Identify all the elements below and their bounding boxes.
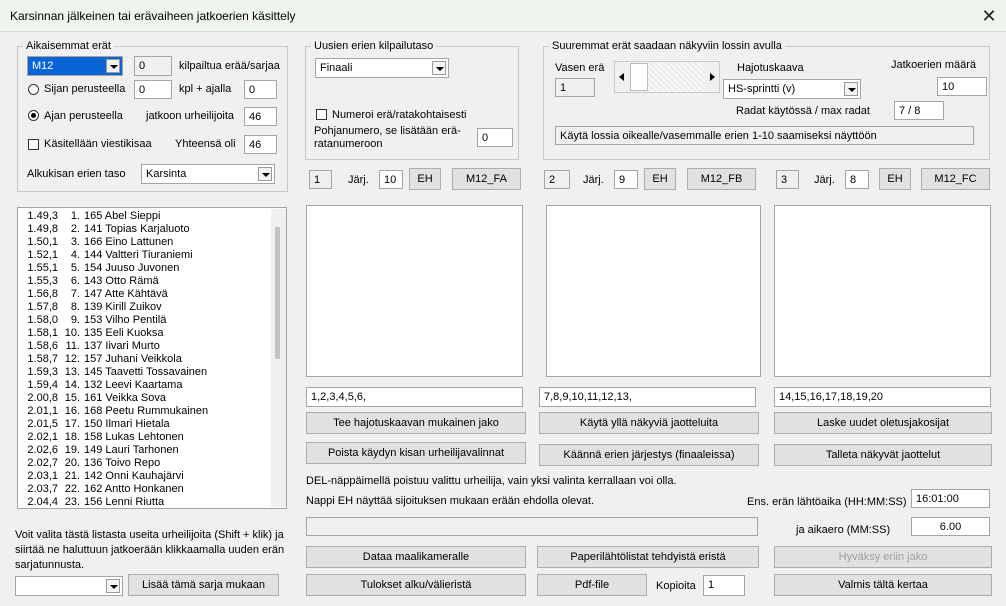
heat-1-number: 1: [309, 170, 332, 189]
chevron-down-icon[interactable]: [258, 167, 272, 181]
series-select[interactable]: [27, 56, 123, 76]
new-heats-legend: Uusien erien kilpailutaso: [311, 40, 436, 52]
athlete-rank: 22.: [64, 483, 80, 495]
athlete-list-item[interactable]: [26, 353, 276, 366]
athlete-time: 1.56,8: [27, 288, 58, 300]
heat-3-series-button[interactable]: M12_FC: [921, 168, 990, 190]
athlete-name: 143 Otto Rämä: [84, 275, 159, 287]
athlete-list-item[interactable]: [26, 470, 276, 483]
athlete-list-item[interactable]: [26, 496, 276, 509]
athlete-name: 168 Peetu Rummukainen: [84, 405, 209, 417]
athlete-list-item[interactable]: [26, 301, 276, 314]
athlete-time: 1.57,8: [27, 301, 58, 313]
window-title: Karsinnan jälkeinen tai erävaiheen jatkoerien käsittely: [10, 9, 296, 23]
athlete-rank: 13.: [64, 366, 80, 378]
athlete-name: 137 Iivari Murto: [84, 340, 160, 352]
athlete-list-item[interactable]: [26, 366, 276, 379]
status-field: [306, 517, 758, 536]
athlete-list-item[interactable]: [26, 314, 276, 327]
heat-3-listbox[interactable]: [774, 205, 991, 377]
athlete-name: 149 Lauri Tarhonen: [84, 444, 179, 456]
lanes-label: Radat käytössä / max radat: [736, 105, 870, 117]
athlete-list-item[interactable]: [26, 210, 276, 223]
athlete-rank: 9.: [70, 314, 80, 326]
athlete-rank: 15.: [64, 392, 80, 404]
athlete-rank: 1.: [70, 210, 80, 222]
athlete-name: 166 Eino Lattunen: [84, 236, 174, 248]
add-series-select[interactable]: [15, 576, 123, 596]
by-time-radio[interactable]: [28, 110, 39, 121]
athlete-list-scroll-thumb[interactable]: [275, 227, 280, 359]
kpl-input[interactable]: 0: [244, 80, 277, 99]
athlete-list-item[interactable]: [26, 223, 276, 236]
athlete-time: 1.49,8: [27, 223, 58, 235]
athlete-rank: 6.: [70, 275, 80, 287]
athlete-name: 145 Taavetti Tossavainen: [84, 366, 208, 378]
athlete-rank: 4.: [70, 249, 80, 261]
heats-count-field: 0: [134, 56, 172, 76]
athlete-name: 135 Eeli Kuoksa: [84, 327, 164, 339]
athlete-time: 2.02,7: [27, 457, 58, 469]
heat-2-series-button[interactable]: M12_FB: [687, 168, 756, 190]
chevron-down-icon[interactable]: [106, 59, 120, 73]
athlete-rank: 18.: [64, 431, 80, 443]
athlete-time: 1.55,3: [27, 275, 58, 287]
athlete-time: 1.50,1: [27, 236, 58, 248]
athlete-time: 2.04,4: [27, 496, 58, 508]
chevron-down-icon[interactable]: [844, 82, 858, 96]
athlete-list-item[interactable]: [26, 457, 276, 470]
athlete-rank: 7.: [70, 288, 80, 300]
athlete-time: 1.58,6: [27, 340, 58, 352]
athlete-time: 2.01,1: [27, 405, 58, 417]
athlete-time: 2.03,7: [27, 483, 58, 495]
heat-1-listbox[interactable]: [306, 205, 523, 377]
by-time-label: Ajan perusteella: [44, 110, 123, 122]
athlete-time: 1.52,1: [27, 249, 58, 261]
new-level-select[interactable]: [315, 58, 449, 78]
start-time-input[interactable]: 16:01:00: [911, 489, 990, 508]
athlete-list-item[interactable]: [26, 444, 276, 457]
athlete-rank: 3.: [70, 236, 80, 248]
heat-scrollbar[interactable]: [614, 61, 720, 93]
athlete-name: 156 Lenni Riutta: [84, 496, 165, 508]
spread-label: Hajotuskaava: [737, 62, 804, 74]
athlete-rank: 12.: [64, 353, 80, 365]
spread-select[interactable]: [723, 79, 861, 99]
athlete-list-item[interactable]: [26, 483, 276, 496]
gap-label: ja aikaero (MM:SS): [796, 524, 891, 536]
numbering-checkbox[interactable]: [316, 109, 327, 120]
scroll-left-arrow-icon[interactable]: [616, 63, 629, 91]
lanes-input[interactable]: 7 / 8: [894, 101, 944, 120]
relay-checkbox[interactable]: [28, 139, 39, 150]
athlete-list-item[interactable]: [26, 327, 276, 340]
athlete-time: 1.58,1: [27, 327, 58, 339]
heat-2-order-input[interactable]: 9: [614, 170, 638, 189]
heat-3-number: 3: [776, 170, 799, 189]
athlete-rank: 19.: [64, 444, 80, 456]
athlete-rank: 10.: [64, 327, 80, 339]
athlete-rank: 21.: [64, 470, 80, 482]
copies-label: Kopioita: [656, 580, 696, 592]
athlete-list-item[interactable]: [26, 431, 276, 444]
athlete-name: 139 Kirill Zuikov: [84, 301, 162, 313]
heat-1-lanes-field[interactable]: 1,2,3,4,5,6,: [306, 387, 523, 407]
initial-level-label: Alkukisan erien taso: [27, 168, 126, 180]
heat-2-number: 2: [544, 170, 570, 189]
use-shown-button[interactable]: Käytä yllä näkyviä jaotteluita: [539, 412, 759, 434]
heat-1-order-label: Järj.: [348, 174, 369, 186]
athlete-time: 2.02,6: [27, 444, 58, 456]
athlete-rank: 16.: [64, 405, 80, 417]
athlete-list-item[interactable]: [26, 392, 276, 405]
left-help-text: Voit valita tästä listasta useita urheilijoita (Shift + klik) ja siirtää ne haluttuun jatkoerään klikkaamalla uuden erän sarjatunnusta.: [15, 529, 285, 571]
heat-1-series-button[interactable]: M12_FA: [452, 168, 521, 190]
heat-1-order-input[interactable]: 10: [379, 170, 403, 189]
relay-label: Käsitellään viestikisaa: [44, 138, 152, 150]
scroll-right-arrow-icon[interactable]: [705, 63, 718, 91]
spread-value: HS-sprintti (v): [728, 83, 796, 95]
previous-heats-legend: Aikaisemmat erät: [23, 40, 114, 52]
athlete-time: 2.00,8: [27, 392, 58, 404]
photo-finish-data-button[interactable]: Dataa maalikameralle: [306, 546, 526, 568]
athlete-name: 153 Vilho Pentilä: [84, 314, 167, 326]
heat-2-order-label: Järj.: [583, 174, 604, 186]
apply-spread-button[interactable]: Tee hajotuskaavan mukainen jako: [306, 412, 526, 434]
athlete-time: 1.58,7: [27, 353, 58, 365]
athlete-listbox[interactable]: [17, 207, 287, 509]
athlete-name: 132 Leevi Kaartama: [84, 379, 183, 391]
initial-level-select[interactable]: [141, 164, 275, 184]
by-rank-radio[interactable]: [28, 84, 39, 95]
athlete-list-item[interactable]: [26, 236, 276, 249]
gap-input[interactable]: 6.00: [911, 517, 990, 536]
athlete-name: 136 Toivo Repo: [84, 457, 161, 469]
to-athletes-input[interactable]: 46: [244, 107, 277, 126]
athlete-list-item[interactable]: [26, 379, 276, 392]
copies-input[interactable]: 1: [703, 575, 745, 596]
base-number-label: Pohjanumero, se lisätään erä- ratanumeroon: [314, 125, 461, 150]
athlete-time: 2.01,5: [27, 418, 58, 430]
heat-2-eh-button[interactable]: EH: [644, 168, 676, 190]
initial-level-value: Karsinta: [146, 168, 187, 180]
chevron-down-icon[interactable]: [106, 579, 120, 593]
athlete-time: 1.49,3: [27, 210, 58, 222]
athlete-rank: 23.: [64, 496, 80, 508]
athlete-rank: 14.: [64, 379, 80, 391]
heat-2-lanes-field[interactable]: 7,8,9,10,11,12,13,: [539, 387, 756, 407]
total-label: Yhteensä oli: [175, 138, 236, 150]
series-select-value: M12: [32, 60, 54, 72]
recalc-defaults-button[interactable]: Laske uudet oletusjakosijat: [774, 412, 992, 434]
heat-1-eh-button[interactable]: EH: [409, 168, 441, 190]
athlete-rank: 20.: [64, 457, 80, 469]
athlete-rank: 2.: [70, 223, 80, 235]
athlete-name: 157 Juhani Veikkola: [84, 353, 182, 365]
athlete-list-item[interactable]: [26, 249, 276, 262]
athlete-time: 1.59,3: [27, 366, 58, 378]
athlete-name: 150 Ilmari Hietala: [84, 418, 170, 430]
left-heat-field: 1: [555, 78, 595, 97]
left-heat-label: Vasen erä: [555, 62, 605, 74]
base-number-input[interactable]: 0: [477, 128, 513, 147]
slider-hint: Käytä lossia oikealle/vasemmalle erien 1-10 saamiseksi näyttöön: [555, 126, 974, 145]
approve-split-button[interactable]: Hyväksy eriin jako: [774, 546, 992, 568]
athlete-list-item[interactable]: [26, 405, 276, 418]
athlete-time: 2.03,1: [27, 470, 58, 482]
athlete-list-item[interactable]: [26, 275, 276, 288]
heat-3-lanes-field[interactable]: 14,15,16,17,18,19,20: [774, 387, 991, 407]
athlete-name: 165 Abel Sieppi: [84, 210, 161, 222]
new-level-value: Finaali: [320, 62, 353, 74]
athlete-list-item[interactable]: [26, 340, 276, 353]
save-shown-button[interactable]: Talleta näkyvät jaottelut: [774, 444, 992, 466]
heat-3-order-label: Järj.: [814, 174, 835, 186]
heat-3-eh-button[interactable]: EH: [879, 168, 911, 190]
remove-selections-button[interactable]: Poista käydyn kisan urheilijavalinnat: [306, 442, 526, 464]
results-button[interactable]: Tulokset alku/välieristä: [306, 574, 526, 596]
pdf-file-button[interactable]: Pdf-file: [537, 574, 647, 596]
info-eh-text: Nappi EH näyttää sijoituksen mukaan erään ehdolla olevat.: [306, 495, 595, 507]
paper-start-lists-button[interactable]: Paperilähtölistat tehdyistä eristä: [537, 546, 759, 568]
by-rank-label: Sijan perusteella: [44, 83, 126, 95]
athlete-name: 161 Veikka Sova: [84, 392, 166, 404]
reverse-order-button[interactable]: Käännä erien järjestys (finaaleissa): [539, 444, 759, 466]
athlete-name: 162 Antto Honkanen: [84, 483, 184, 495]
close-icon[interactable]: ✕: [981, 6, 997, 26]
total-input[interactable]: 46: [244, 135, 277, 154]
athlete-time: 2.02,1: [27, 431, 58, 443]
heats-count-label: kilpailtua erää/sarjaa: [179, 60, 280, 72]
heat-3-order-input[interactable]: 8: [845, 170, 869, 189]
athlete-name: 142 Onni Kauhajärvi: [84, 470, 184, 482]
athlete-time: 1.58,0: [27, 314, 58, 326]
athlete-rank: 17.: [64, 418, 80, 430]
done-button[interactable]: Valmis tältä kertaa: [774, 574, 992, 596]
slider-legend: Suuremmat erät saadaan näkyviin lossin avulla: [549, 40, 785, 52]
athlete-rank: 5.: [70, 262, 80, 274]
athlete-rank: 8.: [70, 301, 80, 313]
athlete-name: 144 Valtteri Tiuraniemi: [84, 249, 193, 261]
kpl-label: kpl + ajalla: [179, 83, 232, 95]
add-series-button[interactable]: Lisää tämä sarja mukaan: [128, 574, 279, 596]
info-delete-text: DEL-näppäimellä poistuu valittu urheilija, vain yksi valinta kerrallaan voi olla.: [306, 475, 677, 487]
heat-2-listbox[interactable]: [546, 205, 761, 377]
by-rank-input[interactable]: 0: [134, 80, 172, 99]
to-athletes-label: jatkoon urheilijoita: [146, 110, 235, 122]
start-time-label: Ens. erän lähtöaika (HH:MM:SS): [747, 496, 907, 508]
athlete-rank: 11.: [65, 340, 80, 352]
athlete-name: 154 Juuso Juvonen: [84, 262, 180, 274]
chevron-down-icon[interactable]: [432, 61, 446, 75]
scroll-thumb[interactable]: [630, 63, 648, 91]
numbering-label: Numeroi erä/ratakohtaisesti: [332, 109, 467, 121]
athlete-list-item[interactable]: [26, 262, 276, 275]
athlete-list-item[interactable]: [26, 418, 276, 431]
athlete-name: 158 Lukas Lehtonen: [84, 431, 184, 443]
athlete-list-scrollbar[interactable]: [271, 209, 286, 507]
athlete-time: 1.59,4: [27, 379, 58, 391]
athlete-name: 147 Atte Kähtävä: [84, 288, 168, 300]
athlete-name: 141 Topias Karjaluoto: [84, 223, 190, 235]
athlete-time: 1.55,1: [27, 262, 58, 274]
count-label: Jatkoerien määrä: [891, 59, 976, 71]
count-input[interactable]: 10: [937, 77, 987, 96]
athlete-list-item[interactable]: [26, 288, 276, 301]
